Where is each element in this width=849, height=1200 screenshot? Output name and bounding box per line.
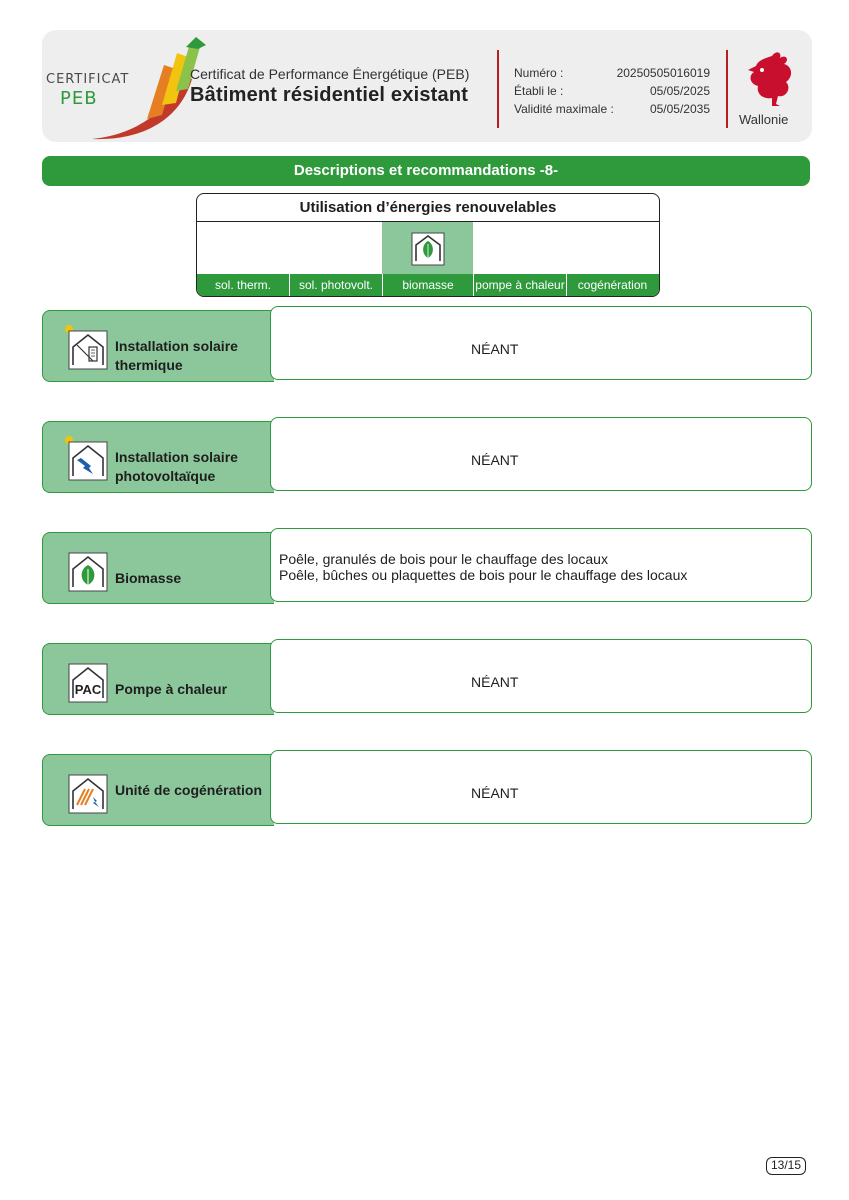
meta-label: Validité maximale :: [514, 102, 614, 116]
building-type: Bâtiment résidentiel existant: [190, 84, 469, 106]
item-value-line: Poêle, bûches ou plaquettes de bois pour le chauffage des locaux: [279, 567, 688, 583]
item-label: Unité de cogénération: [115, 782, 263, 798]
label-biomass: biomasse: [382, 274, 473, 296]
item-label: Installation solaire thermique: [115, 338, 238, 373]
item-header: [42, 532, 274, 604]
item-solar-thermal: [42, 306, 812, 382]
heat-pump-icon: [63, 656, 111, 704]
certificate-title: Certificat de Performance Énergétique (PEB): [190, 66, 470, 82]
item-content: [270, 528, 812, 602]
divider: [497, 50, 499, 128]
item-header: [42, 754, 274, 826]
indicator-photovoltaic: [289, 222, 382, 276]
photovoltaic-icon: [63, 434, 111, 482]
item-value: NÉANT: [471, 785, 519, 801]
renewable-energy-summary: [196, 193, 660, 297]
item-content: [270, 750, 812, 824]
indicator-heat-pump: [473, 222, 566, 276]
meta-label: Numéro :: [514, 66, 564, 80]
meta-value: 05/05/2035: [649, 102, 710, 116]
indicator-solar-thermal: [197, 222, 289, 276]
solar-thermal-icon: [63, 323, 111, 371]
item-value: NÉANT: [471, 452, 519, 468]
item-photovoltaic: [42, 417, 812, 493]
item-cogeneration: [42, 750, 812, 826]
item-label: Pompe à chaleur: [115, 681, 228, 697]
item-content: [270, 639, 812, 713]
rooster-icon: [742, 48, 802, 110]
item-label: Biomasse: [115, 570, 182, 586]
item-biomass: [42, 528, 812, 604]
certificate-header: [42, 30, 812, 142]
renewable-summary-title: Utilisation d’énergies renouvelables: [197, 194, 659, 222]
page-number: 13/15: [766, 1157, 806, 1175]
item-heat-pump: [42, 639, 812, 715]
item-content: [270, 306, 812, 380]
label-solar-thermal: sol. therm.: [214, 278, 271, 292]
item-value: NÉANT: [471, 674, 519, 690]
heat-pump-icon-text: PAC: [74, 682, 102, 697]
divider: [726, 50, 728, 128]
renewable-label-row: [197, 274, 659, 296]
logo-text-certificat: CERTIFICAT: [46, 72, 130, 87]
meta-number: [514, 64, 710, 82]
section-title: Descriptions et recommandations -8-: [42, 156, 810, 186]
label-heat-pump: pompe à chaleur: [473, 274, 566, 296]
item-header: [42, 643, 274, 715]
biomass-icon: [410, 231, 446, 267]
meta-value: 20250505016019: [616, 66, 710, 80]
certificate-meta: [514, 64, 710, 118]
logo-text-peb: PEB: [60, 88, 98, 109]
item-content: [270, 417, 812, 491]
meta-label: Établi le :: [514, 84, 564, 98]
meta-established: [514, 82, 710, 100]
region-label: Wallonie: [739, 112, 789, 127]
label-cogeneration: cogénération: [566, 274, 658, 296]
indicator-biomass: [382, 222, 473, 276]
item-header: [42, 421, 274, 493]
biomass-icon: [63, 545, 111, 593]
item-value-line: Poêle, granulés de bois pour le chauffage des locaux: [279, 551, 608, 567]
item-label: Installation solaire photovoltaïque: [115, 449, 238, 484]
item-value: NÉANT: [471, 341, 519, 357]
item-header: [42, 310, 274, 382]
renewable-indicator-row: [197, 222, 659, 276]
indicator-cogeneration: [566, 222, 658, 276]
meta-validity: [514, 100, 710, 118]
label-photovoltaic: sol. photovolt.: [289, 274, 382, 296]
meta-value: 05/05/2025: [649, 84, 710, 98]
item-value-lines: [279, 551, 687, 583]
cogeneration-icon: [63, 767, 111, 815]
